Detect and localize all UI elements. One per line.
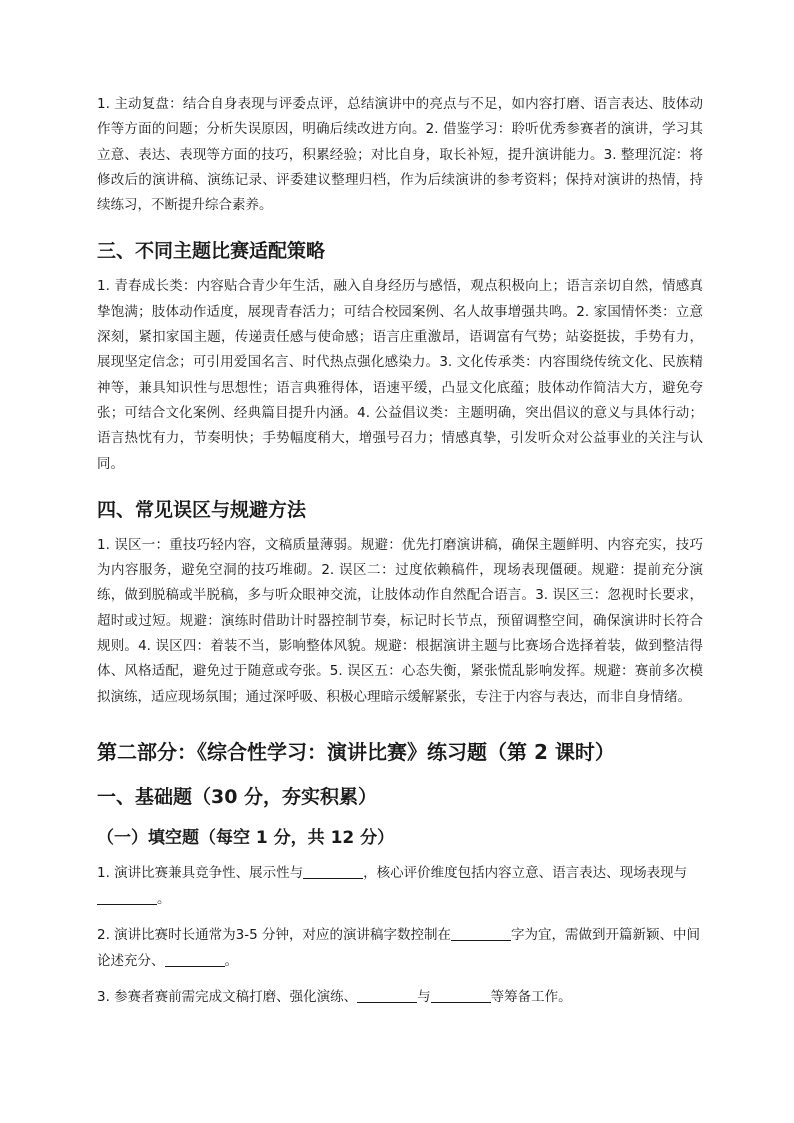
question-1-blank-2[interactable] — [97, 890, 157, 905]
review-paragraph: 1. 主动复盘：结合自身表现与评委点评，总结演讲中的亮点与不足，如内容打磨、语言表达、肢体动作等方面的问题；分析失误原因，明确后续改进方向。2. 借鉴学习：聆听优秀参赛者的演讲，学习其立意、表达、表现等方面的技巧，积累经验；对比自身，取长补短，提升演讲能力。3. 整理沉淀：将修改后的演讲稿、演练记录、评委建议整理归档，作为后续演讲的参考资料；保持对演讲的热情，持续练习，不断提升综合素养。 — [97, 96, 703, 214]
question-2-text-a: 2. 演讲比赛时长通常为3-5 分钟，对应的演讲稿字数控制在 — [97, 926, 452, 943]
question-1-text-b: ，核心评价维度包括内容立意、语言表达、现场表现与 — [363, 864, 688, 881]
section-3-body: 1. 青春成长类：内容贴合青少年生活，融入自身经历与感悟，观点积极向上；语言亲切自然，情感真挚饱满；肢体动作适度，展现青春活力；可结合校园案例、名人故事增强共鸣。2. 家国情怀类：立意深刻，紧扣家国主题，传递责任感与使命感；语言庄重激昂，语调富有气势；站姿挺拔，手势有力，展现坚定信念；可引用爱国名言、时代热点强化感染力。3. 文化传承类：内容围绕传统文化、民族精神等，兼具知识性与思想性；语言典雅得体，语速平缓，凸显文化底蕴；肢体动作简洁大方，避免夸张；可结合文化案例、经典篇目提升内涵。4. 公益倡议类：主题明确，突出倡议的意义与具体行动；语言热忱有力，节奏明快；手势幅度稍大，增强号召力；情感真挚，引发听众对公益事业的关注与认同。 — [97, 278, 703, 472]
question-3-text-c: 等筹备工作。 — [490, 988, 572, 1005]
fill-in-heading: （一）填空题（每空 1 分，共 12 分） — [97, 827, 395, 848]
question-1 — [97, 860, 703, 912]
question-2-blank-1[interactable] — [451, 926, 511, 941]
question-3-blank-2[interactable] — [431, 988, 491, 1003]
question-2-text-c: 。 — [224, 952, 238, 969]
basic-questions-heading: 一、基础题（30 分，夯实积累） — [97, 785, 378, 808]
section-4-heading: 四、常见误区与规避方法 — [97, 498, 307, 521]
question-1-text-c: 。 — [157, 890, 171, 907]
section-3-heading: 三、不同主题比赛适配策略 — [97, 240, 326, 263]
question-2 — [97, 922, 703, 974]
question-2-text-b: 字为宜，需做到开篇新颖、中间论述充分、 — [97, 926, 701, 969]
section-4-body: 1. 误区一：重技巧轻内容，文稿质量薄弱。规避：优先打磨演讲稿，确保主题鲜明、内容充实，技巧为内容服务，避免空洞的技巧堆砌。2. 误区二：过度依赖稿件，现场表现僵硬。规避：提前充分演练，做到脱稿或半脱稿，多与听众眼神交流，让肢体动作自然配合语言。3. 误区三：忽视时长要求，超时或过短。规避：演练时借助计时器控制节奏，标记时长节点，预留调整空间，确保演讲时长符合规则。4. 误区四：着装不当，影响整体风貌。规避：根据演讲主题与比赛场合选择着装，做到整洁得体、风格适配，避免过于随意或夸张。5. 误区五：心态失衡，紧张慌乱影响发挥。规避：赛前多次模拟演练，适应现场氛围；通过深呼吸、积极心理暗示缓解紧张，专注于内容与表达，而非自身情绪。 — [97, 536, 703, 705]
question-1-text-a: 1. 演讲比赛兼具竞争性、展示性与 — [97, 864, 304, 881]
question-2-blank-2[interactable] — [165, 952, 225, 967]
document-page — [97, 92, 703, 1010]
question-3 — [97, 984, 703, 1010]
question-1-blank-1[interactable] — [303, 864, 363, 879]
question-3-blank-1[interactable] — [357, 988, 417, 1003]
part-2-title: 第二部分：《综合性学习：演讲比赛》练习题（第 2 课时） — [97, 739, 615, 764]
question-3-text-a: 3. 参赛者赛前需完成文稿打磨、强化演练、 — [97, 988, 358, 1005]
question-3-text-b: 与 — [417, 988, 431, 1005]
